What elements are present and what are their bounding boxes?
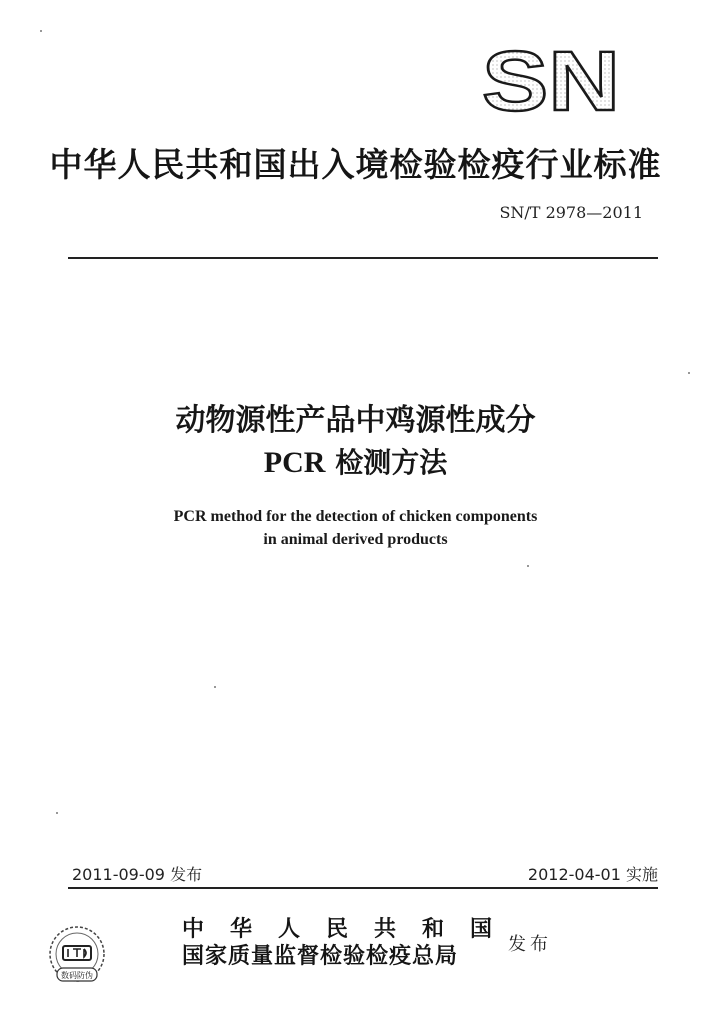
scan-speck [40,30,42,32]
anti-counterfeit-seal-icon [38,924,116,988]
chinese-title-line-2 [0,441,711,481]
english-title-line-2: in animal derived products [263,531,448,548]
issuer-country: 中华人民共和国 [182,916,519,941]
top-divider [68,257,658,259]
chinese-title-pcr: PCR [263,446,326,479]
standard-category-title: 中华人民共和国出入境检验检疫行业标准 [49,145,662,184]
scan-speck [527,565,529,567]
scan-speck [56,812,58,814]
english-title [0,505,711,551]
issue-word: 发布 [508,934,552,955]
english-title-line-1: PCR method for the detection of chicken components [173,508,538,525]
chinese-title-rest: 检测方法 [325,446,448,479]
bottom-divider [68,887,658,889]
issuer-agency: 国家质量监督检验检疫总局 [182,943,459,968]
sn-logo [480,44,622,116]
implementation-date: 2012-04-01 实施 [527,865,658,884]
seal-text: 数码防伪 [61,971,93,980]
standard-number: SN/T 2978—2011 [499,203,643,222]
chinese-title-line-1: 动物源性产品中鸡源性成分 [175,403,536,438]
sn-logo-text: SN [482,44,620,116]
scan-speck [214,686,216,688]
scan-speck [688,372,690,374]
issue-date: 2011-09-09 发布 [72,865,203,884]
